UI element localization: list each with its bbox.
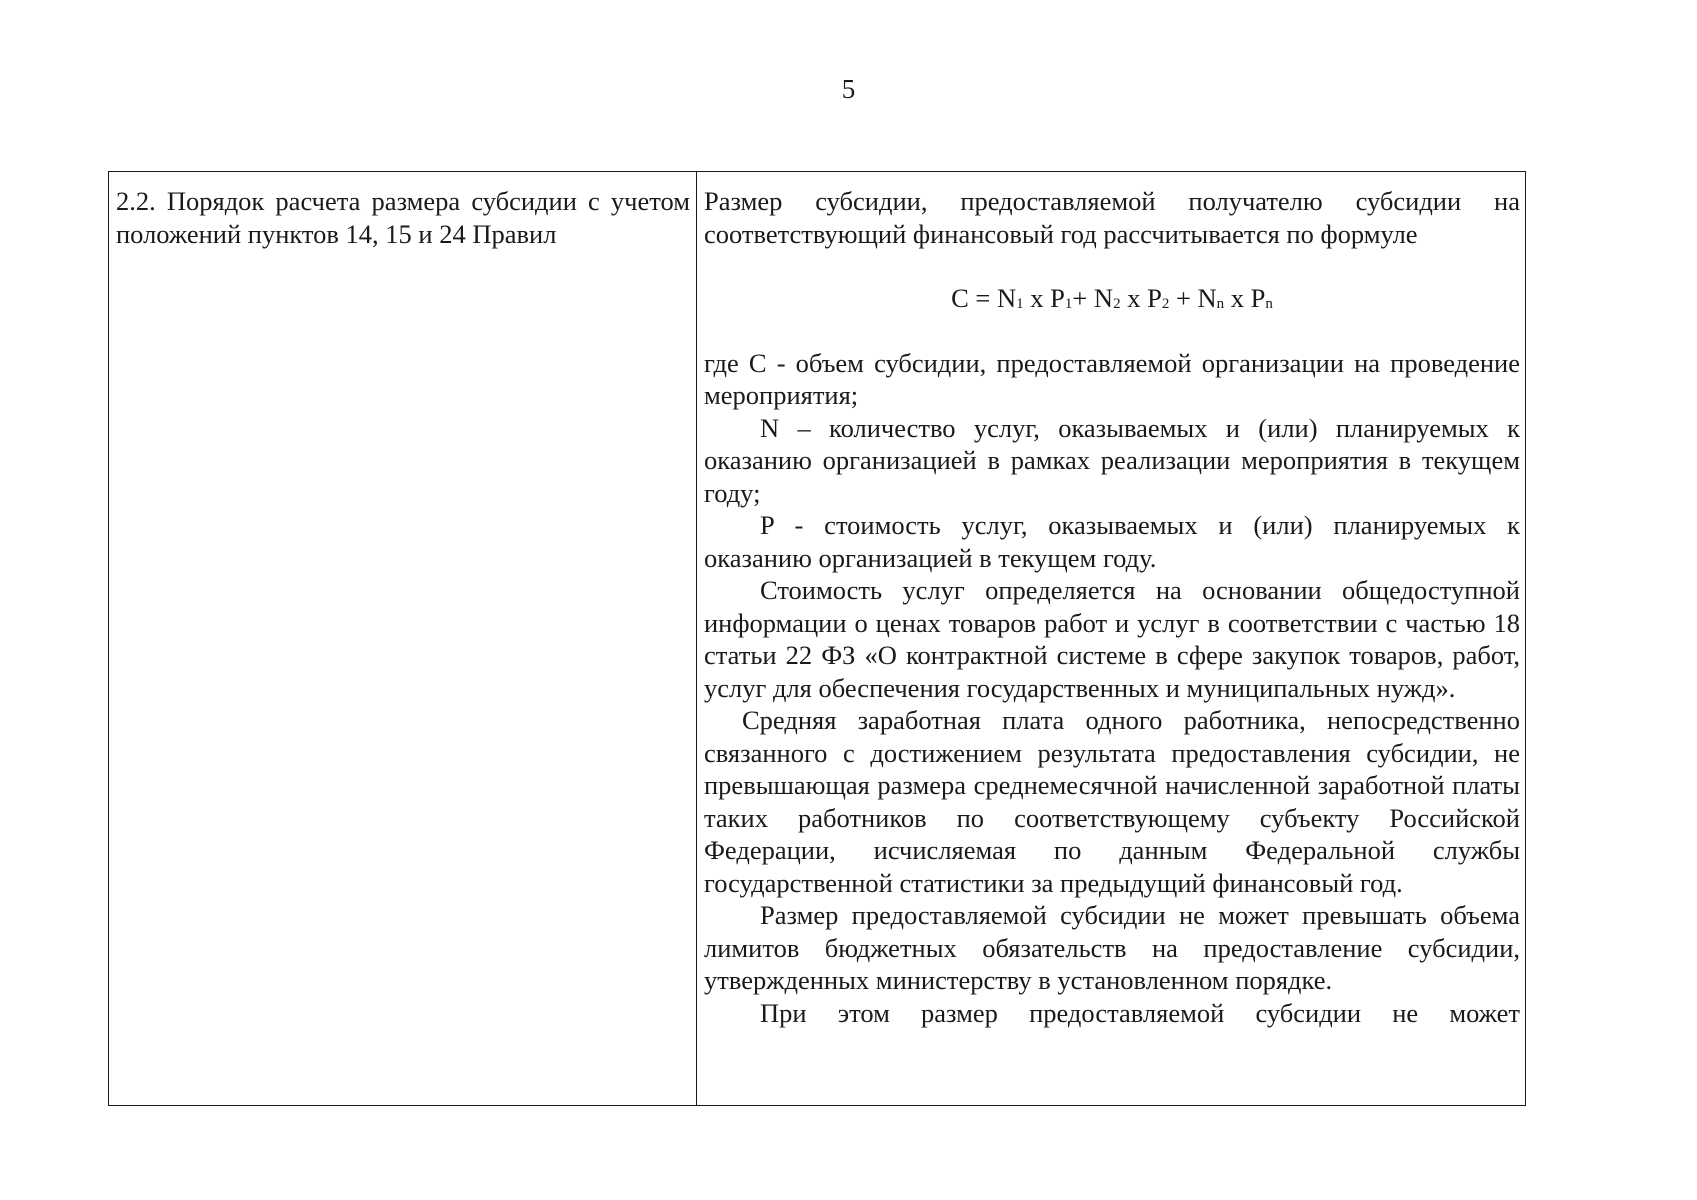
formula-term2-sub: 2 bbox=[1113, 296, 1121, 312]
formula-term1-var: N bbox=[996, 283, 1017, 313]
formula-termn-price: P bbox=[1250, 283, 1266, 313]
salary-paragraph: Средняя заработная плата одного работника, непосредственно связанного с достижением результата предоставления субсидии, не превышающая размера среднемесячной начисленной заработной платы таких работников по соответствующему субъекту Российской Федерации, исчисляемая по данным Федеральной службы государственной статистики за предыдущий финансовый год. bbox=[704, 705, 1520, 898]
page-number: 5 bbox=[841, 74, 856, 104]
section-title-text: 2.2. Порядок расчета размера субсидии с учетом положений пунктов 14, 15 и 24 Правил bbox=[116, 186, 690, 249]
formula-term2-price-sub: 2 bbox=[1161, 296, 1170, 312]
continuation-line: При этом размер предоставляемой субсидии не может bbox=[760, 997, 1520, 1028]
formula-term1-sub: 1 bbox=[1016, 296, 1024, 312]
formula-plus1: + bbox=[1072, 283, 1094, 313]
formula-termn-price-sub: n bbox=[1265, 296, 1273, 312]
formula-term2-price: P bbox=[1147, 283, 1162, 313]
formula-termn-var: N bbox=[1197, 283, 1217, 313]
intro-paragraph: Размер субсидии, предоставляемой получателю субсидии на соответствующий финансовый год рассчитывается по формуле bbox=[704, 186, 1520, 249]
formula-term2-var: N bbox=[1093, 283, 1114, 313]
table-cell-section-content bbox=[697, 172, 1525, 1105]
formula-times2: х bbox=[1120, 283, 1148, 313]
cost-paragraph: Стоимость услуг определяется на основании общедоступной информации о ценах товаров работ и услуг в соответствии с частью 18 статьи 22 ФЗ «О контрактной системе в сфере закупок товаров, работ, услуг для обеспечения государственных и муниципальных нужд». bbox=[704, 575, 1520, 703]
definition-n: N – количество услуг, оказываемых и (или) планируемых к оказанию организацией в рамках реализации мероприятия в текущем году; bbox=[704, 412, 1520, 508]
formula-plus2: + bbox=[1169, 283, 1198, 313]
table-cell-section-title bbox=[109, 172, 697, 1105]
formula-termn-sub: n bbox=[1216, 296, 1225, 312]
subsidy-formula bbox=[704, 282, 1520, 315]
definition-c: где С - объем субсидии, предоставляемой организации на проведение мероприятия; bbox=[704, 347, 1520, 410]
formula-timesn: х bbox=[1224, 283, 1251, 313]
limit-paragraph: Размер предоставляемой субсидии не может превышать объема лимитов бюджетных обязательств на предоставление субсидии, утвержденных министерству в установленном порядке. bbox=[704, 900, 1520, 995]
definition-p: P - стоимость услуг, оказываемых и (или) планируемых к оказанию организацией в текущем году. bbox=[704, 510, 1520, 573]
formula-term1-price-sub: 1 bbox=[1064, 296, 1073, 312]
formula-lhs: С = bbox=[951, 283, 997, 313]
document-table bbox=[108, 171, 1526, 1106]
formula-term1-price: P bbox=[1050, 283, 1065, 313]
formula-times1: х bbox=[1023, 283, 1051, 313]
